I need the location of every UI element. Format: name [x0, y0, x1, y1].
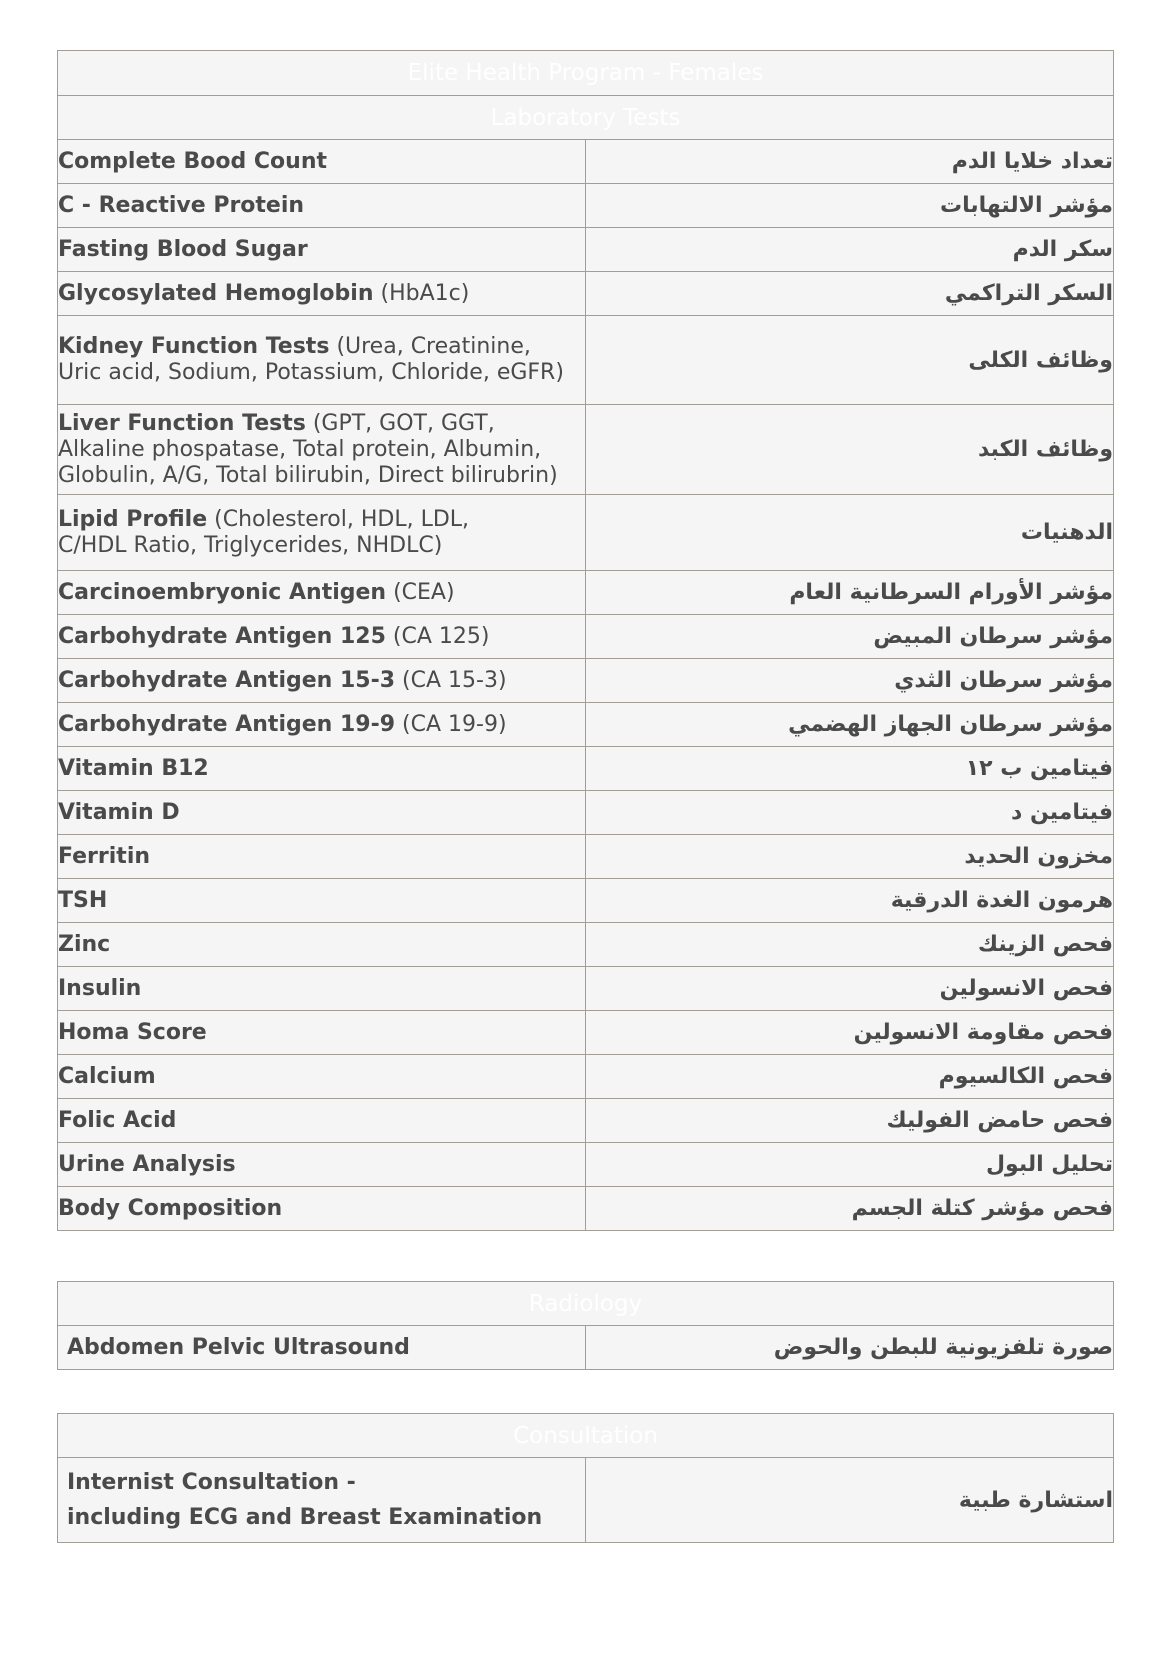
test-name-english [58, 835, 586, 879]
test-name-bold: Carbohydrate Antigen 19-9 [58, 711, 396, 737]
test-name-bold: Carcinoembryonic Antigen [58, 579, 387, 605]
test-name-english [58, 967, 586, 1011]
test-name-bold: Folic Acid [58, 1107, 177, 1133]
test-name-english [58, 1143, 586, 1187]
test-name-bold: Vitamin D [58, 799, 180, 825]
table-row [58, 1326, 1114, 1370]
test-name-arabic: مخزون الحديد [586, 835, 1114, 879]
test-name-bold: Lipid Profile [58, 506, 208, 532]
test-details: (CA 15-3) [402, 667, 507, 693]
test-name-english [58, 1458, 586, 1543]
table-row [58, 659, 1114, 703]
test-name-english [58, 316, 586, 405]
test-name-english [58, 228, 586, 272]
test-name-english [58, 1187, 586, 1231]
test-name-english [58, 1055, 586, 1099]
test-name-english [58, 1011, 586, 1055]
test-name-arabic: فيتامين ب ١٢ [586, 747, 1114, 791]
table-row [58, 571, 1114, 615]
test-name-arabic: مؤشر سرطان الجهاز الهضمي [586, 703, 1114, 747]
table-row [58, 228, 1114, 272]
table-row [58, 923, 1114, 967]
test-name-arabic: تحليل البول [586, 1143, 1114, 1187]
table-row [58, 140, 1114, 184]
test-name-bold: Carbohydrate Antigen 125 [58, 623, 386, 649]
radiology-table [57, 1281, 1114, 1370]
test-name-english [58, 140, 586, 184]
test-name-bold: Ferritin [58, 843, 151, 869]
test-name-bold: Vitamin B12 [58, 755, 209, 781]
table-row [58, 1011, 1114, 1055]
test-name-english [58, 659, 586, 703]
test-details: Globulin, A/G, Total bilirubin, Direct bilirubrin) [58, 462, 558, 488]
test-name-english [58, 1326, 586, 1370]
laboratory-tests-table [57, 50, 1114, 1231]
table-row [58, 879, 1114, 923]
consultation-line-1: Internist Consultation - [67, 1470, 356, 1495]
test-details: (HbA1c) [380, 280, 470, 306]
test-name-arabic: هرمون الغدة الدرقية [586, 879, 1114, 923]
test-name-english [58, 571, 586, 615]
test-name-arabic: فيتامين د [586, 791, 1114, 835]
test-name-english [58, 1099, 586, 1143]
test-name-arabic: فحص الكالسيوم [586, 1055, 1114, 1099]
table-row [58, 615, 1114, 659]
test-details: (Cholesterol, HDL, LDL, [214, 506, 470, 532]
table-row [58, 1458, 1114, 1543]
test-name-arabic: وظائف الكلى [586, 316, 1114, 405]
consultation-line-2: including ECG and Breast Examination [67, 1505, 543, 1530]
test-name-bold: Glycosylated Hemoglobin [58, 280, 374, 306]
table-row [58, 1055, 1114, 1099]
test-name-english [58, 703, 586, 747]
test-name-bold: C - Reactive Protein [58, 192, 305, 218]
test-name-arabic: مؤشر سرطان الثدي [586, 659, 1114, 703]
test-details: (Urea, Creatinine, [336, 334, 531, 359]
section-title-consultation: Consultation [58, 1414, 1114, 1458]
test-name-english [58, 791, 586, 835]
test-details: (CEA) [393, 579, 455, 605]
table-row [58, 1143, 1114, 1187]
table-row [58, 272, 1114, 316]
test-name-bold: TSH [58, 887, 108, 913]
test-details: (CA 125) [392, 623, 490, 649]
test-name-arabic: مؤشر الأورام السرطانية العام [586, 571, 1114, 615]
test-name-english [58, 272, 586, 316]
test-name-arabic: فحص مقاومة الانسولين [586, 1011, 1114, 1055]
section-title-radiology: Radiology [58, 1282, 1114, 1326]
consultation-table [57, 1413, 1114, 1543]
program-title: Elite Health Program - Females [58, 51, 1114, 96]
table-row [58, 316, 1114, 405]
test-name-arabic: تعداد خلايا الدم [586, 140, 1114, 184]
test-name-arabic: فحص حامض الفوليك [586, 1099, 1114, 1143]
test-name-bold: Body Composition [58, 1195, 283, 1221]
test-name-bold: Fasting Blood Sugar [58, 236, 308, 262]
table-row [58, 1187, 1114, 1231]
test-name-arabic: مؤشر سرطان المبيض [586, 615, 1114, 659]
table-row [58, 791, 1114, 835]
test-name-bold: Complete Bood Count [58, 148, 327, 174]
test-name-bold: Abdomen Pelvic Ultrasound [67, 1334, 410, 1360]
test-name-bold: Urine Analysis [58, 1151, 236, 1177]
table-row [58, 405, 1114, 495]
test-name-bold: Insulin [58, 975, 142, 1001]
table-row [58, 1099, 1114, 1143]
test-name-arabic: الدهنيات [586, 495, 1114, 571]
test-name-english [58, 747, 586, 791]
test-name-english [58, 184, 586, 228]
test-details: (GPT, GOT, GGT, [312, 410, 495, 436]
test-name-arabic: وظائف الكبد [586, 405, 1114, 495]
table-row [58, 747, 1114, 791]
test-name-english [58, 923, 586, 967]
test-name-arabic: سكر الدم [586, 228, 1114, 272]
test-name-english [58, 615, 586, 659]
test-details: Uric acid, Sodium, Potassium, Chloride, eGFR) [58, 360, 564, 385]
test-name-bold: Zinc [58, 931, 111, 957]
test-name-arabic: استشارة طبية [586, 1458, 1114, 1543]
test-name-bold: Carbohydrate Antigen 15-3 [58, 667, 396, 693]
test-details: Alkaline phospatase, Total protein, Albumin, [58, 436, 542, 462]
test-name-english [58, 495, 586, 571]
test-details: (CA 19-9) [402, 711, 507, 737]
test-name-bold: Homa Score [58, 1019, 207, 1045]
test-name-arabic: فحص الانسولين [586, 967, 1114, 1011]
section-title-laboratory: Laboratory Tests [58, 96, 1114, 140]
test-name-english [58, 879, 586, 923]
test-details: C/HDL Ratio, Triglycerides, NHDLC) [58, 532, 443, 558]
table-row [58, 835, 1114, 879]
test-name-arabic: فحص الزينك [586, 923, 1114, 967]
table-row [58, 703, 1114, 747]
table-row [58, 967, 1114, 1011]
test-name-arabic: السكر التراكمي [586, 272, 1114, 316]
test-name-bold: Liver Function Tests [58, 410, 306, 436]
table-row [58, 184, 1114, 228]
test-name-bold: Kidney Function Tests [58, 334, 330, 359]
table-row [58, 495, 1114, 571]
test-name-arabic: فحص مؤشر كتلة الجسم [586, 1187, 1114, 1231]
test-name-arabic: مؤشر الالتهابات [586, 184, 1114, 228]
test-name-english [58, 405, 586, 495]
test-name-bold: Calcium [58, 1063, 156, 1089]
test-name-arabic: صورة تلفزيونية للبطن والحوض [586, 1326, 1114, 1370]
